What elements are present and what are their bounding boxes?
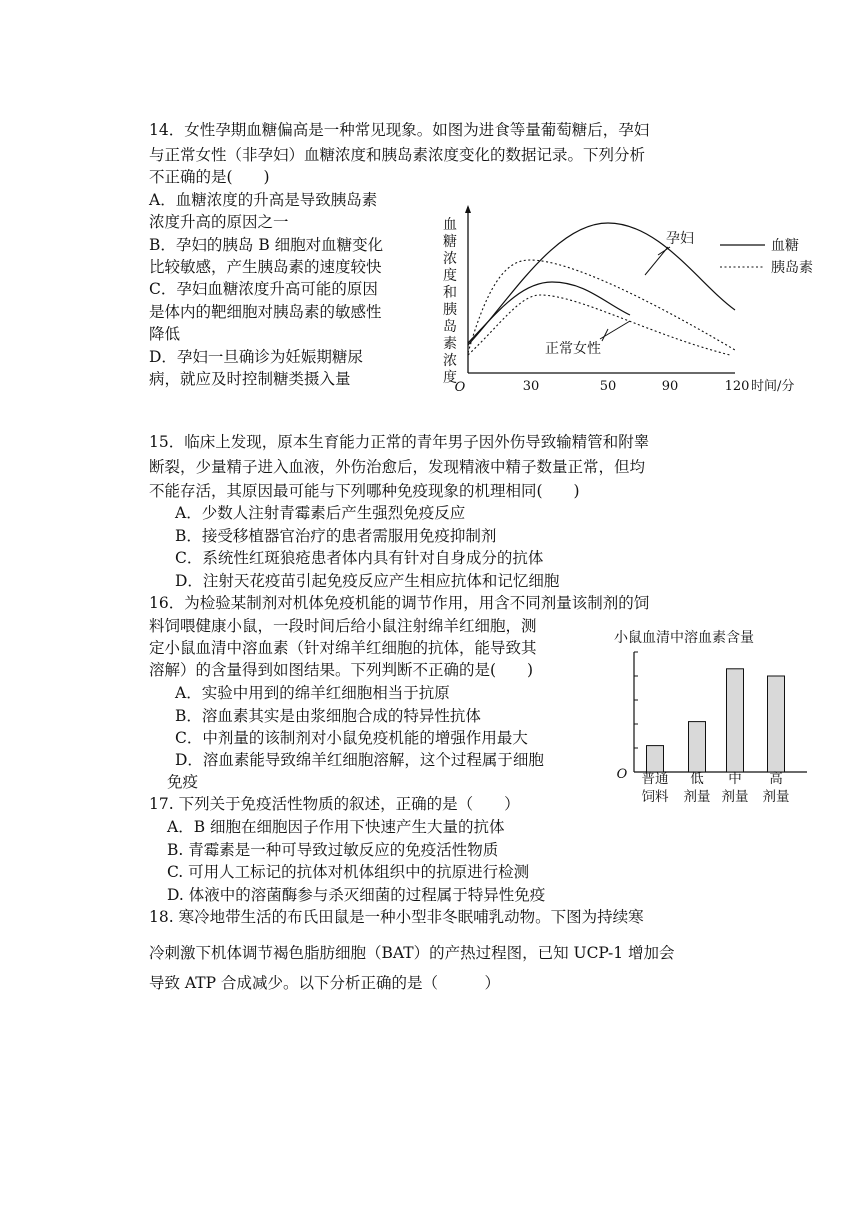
y-axis-arrow: [465, 205, 471, 213]
q17-option-b: B. 青霉素是一种可导致过敏反应的免疫活性物质: [167, 841, 499, 859]
ylabel-char: 度: [443, 370, 457, 386]
q16-stem-line-1: 16．为检验某制剂对机体免疫机能的调节作用，用含不同剂量该制剂的饲: [149, 594, 650, 612]
x-category-label: 剂量: [721, 789, 749, 805]
pregnant-label: 孕妇: [666, 231, 694, 247]
ylabel-char: 血: [443, 217, 457, 233]
q16-stem-line-3: 定小鼠血清中溶血素（针对绵羊红细胞的抗体，能导致其: [149, 639, 537, 657]
q16-bar-chart: [612, 622, 812, 812]
x-tick-label: 50: [599, 379, 617, 394]
q14-option-d-cont: 病，就应及时控制糖类摄入量: [149, 370, 351, 388]
x-category-labels: [642, 770, 790, 805]
q15-option-a: A．少数人注射青霉素后产生强烈免疫反应: [175, 504, 466, 522]
bar: [768, 676, 785, 772]
q16-option-b: B．溶血素其实是由浆细胞合成的特异性抗体: [175, 707, 481, 725]
q16-option-d-cont: 免疫: [167, 773, 199, 791]
q15-stem-line-3: 不能存活，其原因最可能与下列哪种免疫现象的机理相同( ): [149, 482, 580, 500]
ylabel-char: 素: [443, 336, 457, 352]
x-axis-unit: 时间/分: [751, 379, 795, 394]
q18-stem-line-2: 冷刺激下机体调节褐色脂肪细胞（BAT）的产热过程图，已知 UCP-1 增加会: [149, 944, 675, 962]
q14-option-c-cont-2: 降低: [149, 325, 181, 343]
q18-stem-line-3: 导致 ATP 合成减少。以下分析正确的是（ ）: [149, 974, 500, 992]
q15-stem-line-2: 断裂，少量精子进入血液，外伤治愈后，发现精液中精子数量正常，但均: [149, 458, 646, 476]
x-category-label: 高: [769, 771, 783, 787]
q14-option-d: D．孕妇一旦确诊为妊娠期糖尿: [149, 348, 363, 366]
q14-option-c-cont: 是体内的靶细胞对胰岛素的敏感性: [149, 303, 382, 321]
q14-option-a: A．血糖浓度的升高是导致胰岛素: [149, 191, 378, 209]
q14-ylabel: [443, 217, 457, 386]
legend-insulin-label: 胰岛素: [771, 260, 813, 276]
q14-stem-line-3: 不正确的是( ): [149, 168, 270, 186]
q14-stem-line-2: 与正常女性（非孕妇）血糖浓度和胰岛素浓度变化的数据记录。下列分析: [149, 146, 646, 164]
q16-stem-line-4: 溶解）的含量得到如图结果。下列判断不正确的是( ): [149, 661, 534, 679]
q16-option-d: D．溶血素能导致绵羊红细胞溶解，这个过程属于细胞: [175, 751, 544, 769]
origin-label: O: [616, 767, 628, 782]
q18-stem-line-1: 18. 寒冷地带生活的布氏田鼠是一种小型非冬眠哺乳动物。下图为持续寒: [149, 908, 644, 926]
q16-stem-line-2: 料饲喂健康小鼠，一段时间后给小鼠注射绵羊红细胞，测: [149, 617, 537, 635]
q16-option-c: C．中剂量的该制剂对小鼠免疫机能的增强作用最大: [175, 729, 528, 747]
q14-stem-line-1: 14．女性孕期血糖偏高是一种常见现象。如图为进食等量葡萄糖后，孕妇: [149, 121, 650, 139]
legend-blood-sugar-label: 血糖: [771, 238, 799, 254]
x-category-label: 普通: [641, 771, 669, 787]
bars: [647, 669, 785, 772]
x-tick-label: 120: [724, 379, 750, 394]
q17-option-c: C. 可用人工标记的抗体对机体组织中的抗原进行检测: [167, 863, 530, 881]
x-category-label: 低: [690, 771, 704, 787]
ylabel-char: 和: [443, 285, 457, 301]
ylabel-char: 糖: [443, 234, 457, 250]
ylabel-char: 度: [443, 268, 457, 284]
bar: [689, 722, 706, 772]
q15-option-b: B．接受移植器官治疗的患者需服用免疫抑制剂: [175, 527, 497, 545]
q15-stem-line-1: 15．临床上发现，原本生育能力正常的青年男子因外伤导致输精管和附睾: [149, 433, 650, 451]
ylabel-char: 浓: [443, 353, 457, 369]
q15-option-d: D．注射天花疫苗引起免疫反应产生相应抗体和记忆细胞: [175, 572, 560, 590]
q14-option-a-cont: 浓度升高的原因之一: [149, 213, 289, 231]
x-tick-label: 30: [522, 379, 540, 394]
ylabel-char: 浓: [443, 251, 457, 267]
q17-stem: 17. 下列关于免疫活性物质的叙述，正确的是（ ）: [149, 795, 520, 813]
q16-option-a: A．实验中用到的绵羊红细胞相当于抗原: [175, 684, 450, 702]
chart-title: 小鼠血清中溶血素含量: [614, 630, 754, 646]
q17-option-d: D. 体液中的溶菌酶参与杀灭细菌的过程属于特异性免疫: [167, 886, 546, 904]
bar: [727, 669, 744, 772]
q15-option-c: C．系统性红斑狼疮患者体内具有针对自身成分的抗体: [175, 549, 544, 567]
x-category-label: 剂量: [683, 789, 711, 805]
x-category-label: 中: [728, 771, 742, 787]
x-category-label: 剂量: [762, 789, 790, 805]
ylabel-char: 胰: [443, 302, 457, 318]
normal-label: 正常女性: [545, 341, 601, 357]
q14-option-b-cont: 比较敏感，产生胰岛素的速度较快: [149, 258, 382, 276]
q14-option-c: C．孕妇血糖浓度升高可能的原因: [149, 280, 378, 298]
origin-label: O: [454, 380, 466, 395]
q14-line-figure: [430, 205, 830, 400]
q14-option-b: B．孕妇的胰岛 B 细胞对血糖变化: [149, 236, 384, 254]
bar: [647, 746, 664, 772]
pregnant-pointer: [658, 247, 670, 255]
ylabel-char: 岛: [443, 319, 457, 335]
x-category-label: 饲料: [641, 789, 669, 805]
x-tick-label: 90: [661, 379, 679, 394]
q17-option-a: A．B 细胞在细胞因子作用下快速产生大量的抗体: [167, 818, 505, 836]
